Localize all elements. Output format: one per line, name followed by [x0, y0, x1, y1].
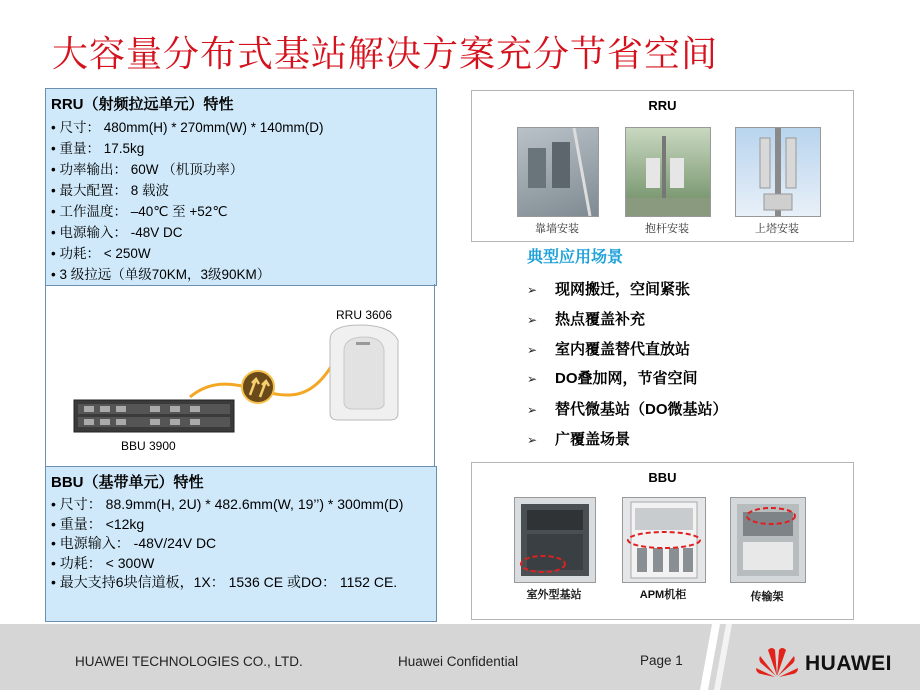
rru-device-icon — [330, 325, 398, 420]
apm-cabinet-caption: APM机柜 — [639, 589, 687, 601]
wall-mount-caption: 靠墙安装 — [535, 222, 579, 235]
rru-spec-item: • 功率输出： 60W （机顶功率） — [51, 162, 244, 177]
rru-spec-heading: RRU（射频拉远单元）特性 — [51, 96, 234, 113]
transmission-rack-photo — [730, 497, 806, 583]
footer-divider-stripes — [690, 624, 750, 690]
tower-mount-caption: 上塔安装 — [755, 222, 799, 235]
rru-spec-box — [45, 88, 437, 286]
pole-mount-photo — [625, 127, 711, 217]
footer-confidential: Huawei Confidential — [398, 654, 519, 669]
footer-company: HUAWEI TECHNOLOGIES CO., LTD. — [75, 654, 303, 669]
bbu-spec-box — [45, 466, 437, 622]
outdoor-cabinet-caption: 室外型基站 — [526, 589, 582, 601]
bbu-spec-item: • 最大支持6块信道板，1X： 1536 CE 或DO： 1152 CE. — [51, 574, 398, 590]
scenario-item: ➢ 替代微基站（DO微基站） — [527, 401, 728, 418]
transmission-rack-caption: 传输架 — [750, 591, 784, 603]
rru-spec-item: • 3 级拉远（单级70KM，3级90KM） — [51, 267, 271, 282]
tower-mount-photo — [735, 127, 821, 217]
bbu-spec-item: • 尺寸： 88.9mm(H, 2U) * 482.6mm(W, 19’’) * 300mm(D) — [51, 496, 404, 512]
scenario-item: ➢ 现网搬迁，空间紧张 — [527, 281, 691, 298]
rru-spec-item: • 尺寸： 480mm(H) * 270mm(W) * 140mm(D) — [51, 120, 324, 135]
link-arrows-icon — [242, 371, 274, 403]
slide-title: 大容量分布式基站解决方案充分节省空间 — [52, 34, 719, 75]
bbu-spec-item: • 电源输入： -48V/24V DC — [51, 535, 217, 551]
scenario-item: ➢ 广覆盖场景 — [527, 431, 631, 448]
rru-spec-item: • 功耗： < 250W — [51, 246, 151, 261]
rru-panel-title: RRU — [648, 98, 677, 113]
bbu-spec-item: • 功耗： < 300W — [51, 554, 155, 571]
rru-spec-item: • 最大配置： 8 载波 — [51, 183, 169, 198]
huawei-logo-icon — [754, 642, 800, 678]
arrow-bullet-icon: ➢ — [527, 433, 538, 447]
bbu-spec-heading: BBU（基带单元）特性 — [51, 474, 204, 491]
scenario-item: ➢ DO叠加网，节省空间 — [527, 370, 698, 387]
scenarios-title: 典型应用场景 — [527, 249, 624, 266]
bbu-model-label: BBU 3900 — [121, 439, 176, 453]
arrow-bullet-icon: ➢ — [527, 313, 538, 327]
pole-mount-caption: 抱杆安装 — [645, 222, 689, 235]
rru-model-label: RRU 3606 — [336, 308, 393, 322]
arrow-bullet-icon: ➢ — [527, 283, 538, 297]
huawei-wordmark: HUAWEI — [805, 652, 892, 675]
wall-mount-photo — [517, 127, 599, 217]
rru-spec-item: • 工作温度： –40℃ 至 +52℃ — [51, 204, 228, 219]
scenario-item: ➢ 室内覆盖替代直放站 — [527, 341, 691, 358]
rru-installation-panel — [471, 90, 854, 242]
apm-cabinet-photo — [622, 497, 706, 583]
arrow-bullet-icon: ➢ — [527, 403, 538, 417]
page-number: Page 1 — [640, 653, 683, 668]
bbu-device-icon — [74, 400, 234, 432]
arrow-bullet-icon: ➢ — [527, 372, 538, 386]
bbu-spec-item: • 重量： <12kg — [51, 515, 145, 532]
scenario-item: ➢ 热点覆盖补充 — [527, 311, 646, 328]
bbu-installation-panel — [471, 462, 854, 620]
bbu-panel-title: BBU — [648, 470, 677, 485]
rru-spec-item: • 电源输入： -48V DC — [51, 225, 183, 240]
arrow-bullet-icon: ➢ — [527, 343, 538, 357]
bbu-spec-list — [46, 495, 436, 593]
rru-spec-list — [46, 117, 436, 285]
outdoor-cabinet-photo — [514, 497, 596, 583]
rru-spec-item: • 重量： 17.5kg — [51, 141, 145, 156]
